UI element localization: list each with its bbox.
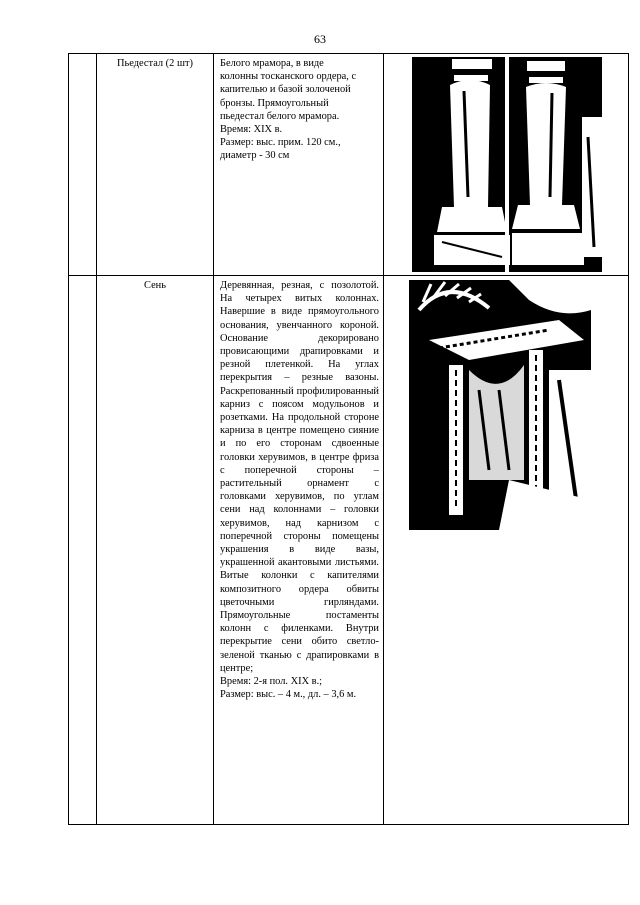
item-name: Сень <box>97 276 214 825</box>
description-line: Время: XIX в. <box>220 124 283 136</box>
description-text: Деревянная, резная, с позолотой. На четырех витых колоннах. Навершие в виде прямоугольного основания, увенчанного короной. Основание декорировано провисающими драпировками и резной плетенкой. На углах перекрытия – резные вазоны. Раскрепованный профилированный карниз с поясом модульонов и розетками. На продольной стороне карниза в центре помещено сияние и по его сторонам сдвоенные головки херувимов, в центре фриза с поперечной стороны – растительный орнамент с головками херувимов, по углам сени над колоннами – головки херувимов, над карнизом с поперечной стороны помещены украшения в виде вазы, украшенной акантовыми листьями. Витые колонки с капителями композитного ордера обвиты цветочными гирляндами. Прямоугольные постаменты колонн с филенками. Внутри перекрытие сени обито светло-зеленой тканью с драпировками в центре; <box>220 280 379 674</box>
description-line: пьедестал белого мрамора. <box>220 110 340 122</box>
item-size: Размер: выс. – 4 м., дл. – 3,6 м. <box>220 689 357 701</box>
description-line: бронзы. Прямоугольный <box>220 97 329 109</box>
table-row <box>69 276 629 825</box>
item-name: Пьедестал (2 шт) <box>97 54 214 276</box>
item-description <box>214 54 384 276</box>
description-line: Белого мрамора, в виде <box>220 58 324 69</box>
pedestals-photo <box>412 57 602 272</box>
description-line: диаметр - 30 см <box>220 150 290 162</box>
description-line: Размер: выс. прим. 120 см., <box>220 137 341 149</box>
item-time: Время: 2-я пол. XIX в.; <box>220 676 323 688</box>
item-description <box>214 276 384 825</box>
page-number: 63 <box>314 32 326 46</box>
image-cell <box>384 54 629 276</box>
description-line: колонны тосканского ордера, с <box>220 71 357 83</box>
number-cell <box>69 276 97 825</box>
number-cell <box>69 54 97 276</box>
catalog-table <box>68 53 629 825</box>
canopy-photo <box>409 280 591 530</box>
table-row <box>69 54 629 276</box>
description-line: капителью и базой золоченой <box>220 84 351 96</box>
image-cell <box>384 276 629 825</box>
